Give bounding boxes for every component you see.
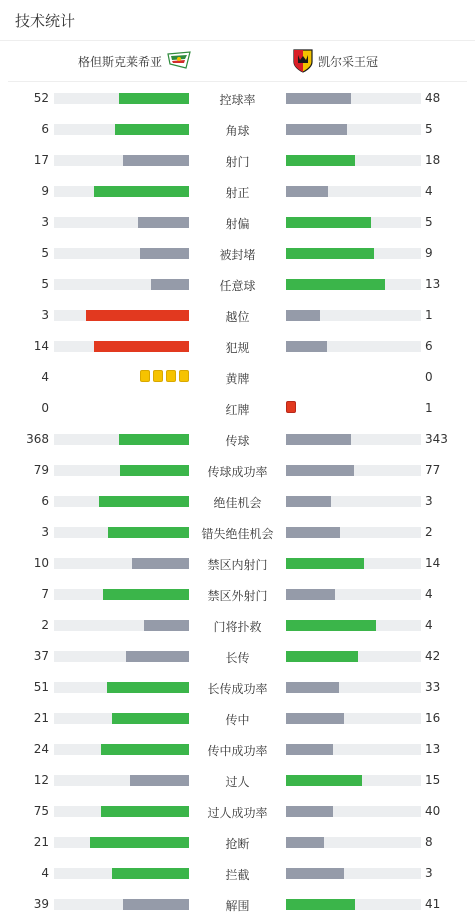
- away-value: 40: [425, 804, 441, 818]
- stat-row: [0, 765, 475, 796]
- stat-row: [0, 486, 475, 517]
- stat-row: [0, 114, 475, 145]
- away-team[interactable]: [290, 41, 378, 81]
- away-bar-track: [286, 217, 421, 228]
- away-bar-track: [286, 589, 421, 600]
- away-bar-fill: [286, 837, 324, 848]
- stat-row: [0, 176, 475, 207]
- away-bar-fill: [286, 310, 320, 321]
- away-bar-fill: [286, 558, 364, 569]
- away-bar-fill: [286, 651, 358, 662]
- away-bar-fill: [286, 248, 374, 259]
- stat-label: 门将扑救: [213, 620, 262, 634]
- away-bar-fill: [286, 868, 344, 879]
- away-value: 48: [425, 91, 441, 105]
- home-bar-fill: [101, 744, 189, 755]
- away-bar-track: [286, 806, 421, 817]
- stat-row: [0, 796, 475, 827]
- home-bar-fill: [94, 186, 189, 197]
- away-value: 14: [425, 556, 441, 570]
- away-value: 5: [425, 122, 433, 136]
- away-bar-track: [286, 899, 421, 910]
- yellow-card-icon: [140, 370, 150, 382]
- home-bar-track: [54, 651, 189, 662]
- home-bar-track: [54, 217, 189, 228]
- yellow-card-icon: [153, 370, 163, 382]
- home-bar-fill: [123, 899, 189, 910]
- away-value: 1: [425, 308, 433, 322]
- stat-row: [0, 889, 475, 920]
- away-value: 8: [425, 835, 433, 849]
- away-bar-fill: [286, 186, 328, 197]
- away-bar-fill: [286, 465, 354, 476]
- away-bar-fill: [286, 775, 362, 786]
- stat-label: 传中: [225, 713, 250, 727]
- stat-row: [0, 362, 475, 393]
- page-header: [0, 0, 475, 41]
- home-value: 21: [33, 835, 49, 849]
- away-value: 2: [425, 525, 433, 539]
- home-team[interactable]: [78, 41, 192, 81]
- red-card-icon: [286, 401, 296, 413]
- away-bar-track: [286, 744, 421, 755]
- home-bar-track: [54, 620, 189, 631]
- stat-row: [0, 734, 475, 765]
- home-bar-fill: [108, 527, 189, 538]
- away-value: 9: [425, 246, 433, 260]
- away-bar-track: [286, 248, 421, 259]
- home-bar-fill: [103, 589, 189, 600]
- home-bar-track: [54, 310, 189, 321]
- home-bar-fill: [130, 775, 189, 786]
- away-value: 6: [425, 339, 433, 353]
- home-bar-track: [54, 558, 189, 569]
- stat-row: [0, 300, 475, 331]
- home-value: 79: [33, 463, 49, 477]
- stat-label: 传球: [225, 434, 250, 448]
- stat-label: 黄牌: [225, 372, 250, 386]
- away-bar-fill: [286, 682, 339, 693]
- away-bar-track: [286, 682, 421, 693]
- stat-row: [0, 393, 475, 424]
- away-bar-fill: [286, 496, 331, 507]
- home-value: 3: [41, 308, 49, 322]
- stat-label: 拦截: [225, 868, 250, 882]
- home-bar-fill: [107, 682, 189, 693]
- away-bar-track: [286, 124, 421, 135]
- stat-row: [0, 83, 475, 114]
- home-team-name: 格但斯克莱希亚: [78, 54, 163, 69]
- home-value: 4: [41, 370, 49, 384]
- away-value: 13: [425, 277, 441, 291]
- away-value: 3: [425, 866, 433, 880]
- stat-row: [0, 672, 475, 703]
- away-value: 0: [425, 370, 433, 384]
- away-bar-track: [286, 775, 421, 786]
- home-value: 17: [33, 153, 49, 167]
- home-bar-fill: [119, 434, 189, 445]
- away-value: 13: [425, 742, 441, 756]
- stat-row: [0, 424, 475, 455]
- page-title: 技术统计: [15, 11, 76, 30]
- away-value: 4: [425, 184, 433, 198]
- away-value: 42: [425, 649, 441, 663]
- home-bar-fill: [115, 124, 189, 135]
- yellow-card-icon: [166, 370, 176, 382]
- home-bar-track: [54, 248, 189, 259]
- home-bar-fill: [151, 279, 189, 290]
- home-bar-fill: [101, 806, 189, 817]
- stat-label: 解围: [225, 899, 250, 913]
- stat-label: 越位: [225, 310, 250, 324]
- away-value: 18: [425, 153, 441, 167]
- stat-label: 错失绝佳机会: [201, 527, 274, 541]
- away-bar-track: [286, 93, 421, 104]
- home-bar-track: [54, 837, 189, 848]
- away-bar-track: [286, 155, 421, 166]
- home-value: 5: [41, 277, 49, 291]
- home-value: 7: [41, 587, 49, 601]
- home-bar-fill: [99, 496, 189, 507]
- home-team-crest-icon: [166, 48, 192, 74]
- teams-header: [8, 41, 467, 82]
- away-bar-track: [286, 310, 421, 321]
- home-cards: [140, 370, 189, 384]
- away-bar-track: [286, 341, 421, 352]
- away-value: 16: [425, 711, 441, 725]
- away-bar-track: [286, 186, 421, 197]
- stat-row: [0, 827, 475, 858]
- home-bar-track: [54, 775, 189, 786]
- home-bar-fill: [126, 651, 189, 662]
- away-value: 15: [425, 773, 441, 787]
- stat-label: 传球成功率: [207, 465, 268, 479]
- stat-label: 禁区内射门: [207, 558, 268, 572]
- away-bar-track: [286, 279, 421, 290]
- home-bar-track: [54, 155, 189, 166]
- stat-row: [0, 238, 475, 269]
- home-bar-track: [54, 279, 189, 290]
- home-bar-track: [54, 744, 189, 755]
- home-bar-track: [54, 899, 189, 910]
- stat-label: 长传成功率: [207, 682, 268, 696]
- stat-label: 禁区外射门: [207, 589, 268, 603]
- stat-label: 长传: [225, 651, 250, 665]
- home-value: 21: [33, 711, 49, 725]
- stat-row: [0, 641, 475, 672]
- stat-label: 射偏: [225, 217, 250, 231]
- away-bar-track: [286, 434, 421, 445]
- home-bar-track: [54, 868, 189, 879]
- yellow-card-icon: [179, 370, 189, 382]
- home-bar-fill: [112, 713, 189, 724]
- home-value: 3: [41, 215, 49, 229]
- home-bar-fill: [86, 310, 189, 321]
- home-bar-fill: [94, 341, 189, 352]
- home-value: 14: [33, 339, 49, 353]
- home-bar-fill: [90, 837, 189, 848]
- home-bar-track: [54, 682, 189, 693]
- home-bar-track: [54, 496, 189, 507]
- stat-row: [0, 548, 475, 579]
- away-bar-track: [286, 713, 421, 724]
- away-bar-fill: [286, 217, 371, 228]
- stat-row: [0, 145, 475, 176]
- home-value: 52: [33, 91, 49, 105]
- away-bar-fill: [286, 527, 340, 538]
- stat-label: 抢断: [225, 837, 250, 851]
- away-bar-fill: [286, 806, 333, 817]
- home-value: 51: [33, 680, 49, 694]
- away-cards: [286, 401, 296, 415]
- home-value: 3: [41, 525, 49, 539]
- stat-label: 控球率: [219, 93, 256, 107]
- away-bar-fill: [286, 713, 344, 724]
- away-bar-fill: [286, 589, 335, 600]
- home-bar-fill: [119, 93, 189, 104]
- away-value: 5: [425, 215, 433, 229]
- stat-label: 角球: [225, 124, 250, 138]
- stat-label: 射门: [225, 155, 250, 169]
- away-bar-fill: [286, 899, 355, 910]
- away-value: 4: [425, 587, 433, 601]
- away-value: 3: [425, 494, 433, 508]
- away-bar-fill: [286, 341, 327, 352]
- home-bar-fill: [132, 558, 189, 569]
- stat-label: 过人: [225, 775, 250, 789]
- away-value: 41: [425, 897, 441, 911]
- home-bar-track: [54, 806, 189, 817]
- away-bar-track: [286, 558, 421, 569]
- home-bar-fill: [140, 248, 189, 259]
- stat-label: 过人成功率: [207, 806, 268, 820]
- home-value: 2: [41, 618, 49, 632]
- away-team-name: 凯尔采王冠: [318, 54, 379, 69]
- home-bar-track: [54, 434, 189, 445]
- home-value: 368: [26, 432, 49, 446]
- stat-label: 传中成功率: [207, 744, 268, 758]
- stat-row: [0, 858, 475, 889]
- away-value: 343: [425, 432, 448, 446]
- home-value: 6: [41, 122, 49, 136]
- home-bar-track: [54, 713, 189, 724]
- away-bar-track: [286, 651, 421, 662]
- away-bar-track: [286, 465, 421, 476]
- away-bar-fill: [286, 620, 376, 631]
- home-value: 5: [41, 246, 49, 260]
- home-value: 9: [41, 184, 49, 198]
- stat-label: 任意球: [219, 279, 256, 293]
- away-bar-fill: [286, 124, 347, 135]
- home-value: 12: [33, 773, 49, 787]
- away-value: 33: [425, 680, 441, 694]
- away-bar-fill: [286, 279, 385, 290]
- stat-row: [0, 703, 475, 734]
- stats-list: [0, 83, 475, 920]
- home-bar-track: [54, 186, 189, 197]
- away-bar-fill: [286, 93, 351, 104]
- home-bar-fill: [123, 155, 189, 166]
- home-bar-track: [54, 465, 189, 476]
- home-bar-track: [54, 93, 189, 104]
- home-bar-fill: [144, 620, 189, 631]
- away-value: 4: [425, 618, 433, 632]
- home-value: 0: [41, 401, 49, 415]
- home-bar-track: [54, 589, 189, 600]
- away-bar-track: [286, 837, 421, 848]
- away-bar-track: [286, 868, 421, 879]
- away-bar-track: [286, 496, 421, 507]
- stat-row: [0, 207, 475, 238]
- home-value: 24: [33, 742, 49, 756]
- home-value: 10: [33, 556, 49, 570]
- stat-row: [0, 455, 475, 486]
- away-bar-track: [286, 527, 421, 538]
- stat-row: [0, 579, 475, 610]
- home-value: 6: [41, 494, 49, 508]
- home-bar-fill: [138, 217, 189, 228]
- stat-label: 红牌: [225, 403, 250, 417]
- stat-row: [0, 610, 475, 641]
- away-bar-track: [286, 620, 421, 631]
- stat-label: 犯规: [225, 341, 250, 355]
- home-bar-fill: [112, 868, 189, 879]
- home-value: 75: [33, 804, 49, 818]
- away-team-crest-icon: [290, 48, 316, 74]
- home-bar-track: [54, 124, 189, 135]
- home-value: 4: [41, 866, 49, 880]
- away-value: 77: [425, 463, 441, 477]
- stat-label: 绝佳机会: [213, 496, 262, 510]
- home-bar-track: [54, 527, 189, 538]
- away-bar-fill: [286, 155, 355, 166]
- home-bar-fill: [120, 465, 189, 476]
- away-value: 1: [425, 401, 433, 415]
- stat-row: [0, 517, 475, 548]
- away-bar-fill: [286, 434, 351, 445]
- stat-label: 射正: [225, 186, 250, 200]
- stat-row: [0, 269, 475, 300]
- home-bar-track: [54, 341, 189, 352]
- home-value: 37: [33, 649, 49, 663]
- stat-label: 被封堵: [219, 248, 256, 262]
- stat-row: [0, 331, 475, 362]
- away-bar-fill: [286, 744, 333, 755]
- home-value: 39: [33, 897, 49, 911]
